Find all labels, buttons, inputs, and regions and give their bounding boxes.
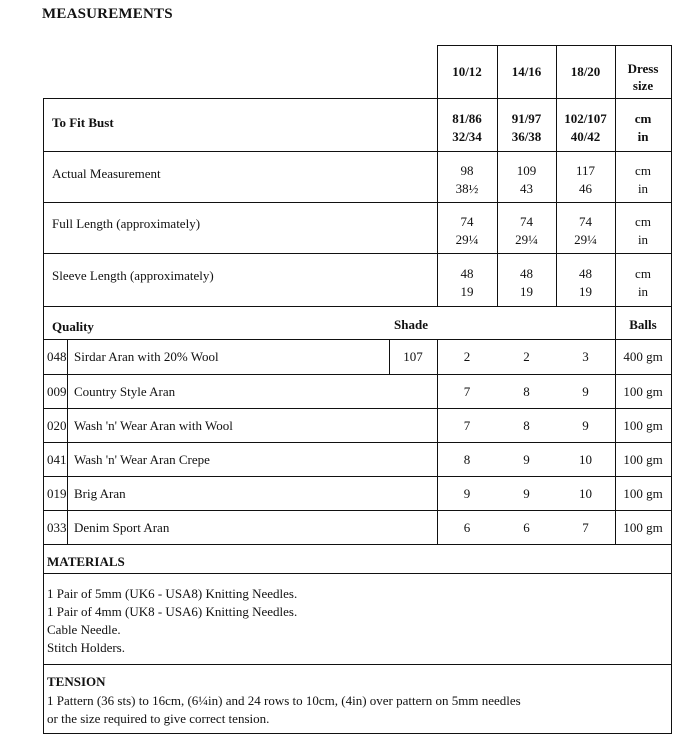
yarn-balls: 9 [463, 486, 471, 501]
rule [671, 45, 672, 734]
unit-label: in [637, 129, 649, 144]
shade-header: Shade [394, 317, 428, 332]
yarn-balls: 10 [579, 486, 592, 501]
measurement-value: 91/97 [511, 111, 542, 126]
measurement-value: 19 [460, 284, 474, 299]
yarn-balls: 9 [582, 384, 589, 399]
yarn-balls: 9 [582, 418, 589, 433]
yarn-unit: 100 gm [623, 520, 663, 535]
yarn-balls: 7 [463, 418, 471, 433]
measurement-value: 29¼ [574, 232, 597, 247]
yarn-unit: 100 gm [623, 452, 663, 467]
measurement-value: 74 [460, 214, 474, 229]
yarn-balls: 8 [523, 384, 530, 399]
measurement-value: 81/86 [452, 111, 482, 126]
yarn-balls: 2 [523, 349, 530, 364]
quality-header: Quality [52, 319, 94, 334]
yarn-balls: 9 [523, 486, 530, 501]
rule [43, 253, 672, 254]
rule [43, 476, 672, 477]
yarn-code: 033 [47, 520, 67, 535]
measurement-value: 29¼ [515, 232, 538, 247]
measurement-value: 98 [460, 163, 474, 178]
rule [43, 98, 672, 99]
unit-label: cm [634, 111, 652, 126]
measurement-value: 29¼ [455, 232, 479, 247]
yarn-code: 048 [47, 349, 67, 364]
rule [67, 339, 68, 544]
measurement-value: 46 [579, 181, 592, 196]
yarn-balls: 7 [463, 384, 471, 399]
materials-line: Cable Needle. [47, 622, 121, 637]
measurement-value: 43 [520, 181, 533, 196]
page-title: MEASUREMENTS [42, 6, 173, 22]
measurement-value: 19 [579, 284, 592, 299]
rule [43, 664, 672, 665]
yarn-unit: 400 gm [623, 349, 663, 364]
unit-label: cm [635, 214, 651, 229]
yarn-unit: 100 gm [623, 418, 663, 433]
yarn-balls: 7 [582, 520, 589, 535]
yarn-balls: 8 [463, 452, 471, 467]
measurement-value: 74 [520, 214, 533, 229]
measurement-label: Full Length (approximately) [52, 216, 201, 231]
measurement-value: 32/34 [452, 129, 482, 144]
rule [43, 442, 672, 443]
measurement-value: 48 [460, 266, 474, 281]
size-header: 10/12 [452, 64, 482, 79]
unit-label: cm [635, 163, 651, 178]
measurement-label: Sleeve Length (approximately) [52, 268, 214, 283]
yarn-name: Sirdar Aran with 20% Wool [74, 349, 219, 364]
measurement-value: 109 [516, 163, 537, 178]
rule [43, 339, 672, 340]
yarn-code: 019 [47, 486, 67, 501]
rule [43, 306, 672, 307]
dress-size-header: size [632, 78, 654, 93]
materials-heading: MATERIALS [47, 554, 125, 569]
measurement-value: 117 [575, 163, 596, 178]
rule [43, 408, 672, 409]
yarn-code: 041 [47, 452, 67, 467]
measurement-value: 40/42 [570, 129, 601, 144]
tension-line: or the size required to give correct tension. [47, 711, 270, 726]
yarn-name: Wash 'n' Wear Aran Crepe [74, 452, 210, 467]
yarn-name: Wash 'n' Wear Aran with Wool [74, 418, 233, 433]
rule [437, 45, 672, 46]
rule [437, 339, 438, 544]
size-header: 18/20 [570, 64, 601, 79]
yarn-name: Denim Sport Aran [74, 520, 170, 535]
measurement-value: 38½ [455, 181, 479, 196]
rule [43, 202, 672, 203]
yarn-name: Country Style Aran [74, 384, 176, 399]
measurement-label: To Fit Bust [52, 115, 114, 130]
materials-line: 1 Pair of 5mm (UK6 - USA8) Knitting Needles. [47, 586, 298, 601]
rule [43, 510, 672, 511]
materials-line: Stitch Holders. [47, 640, 125, 655]
rule [43, 151, 672, 152]
rule [43, 544, 672, 545]
yarn-balls: 9 [523, 452, 530, 467]
tension-heading: TENSION [47, 674, 106, 689]
unit-label: in [637, 284, 649, 299]
dress-size-header: Dress [627, 61, 659, 76]
measurement-value: 102/107 [564, 111, 607, 126]
rule [43, 733, 672, 734]
yarn-balls: 6 [463, 520, 471, 535]
measurement-value: 48 [579, 266, 592, 281]
size-header: 14/16 [511, 64, 542, 79]
measurement-value: 36/38 [511, 129, 542, 144]
yarn-balls: 3 [582, 349, 589, 364]
yarn-balls: 6 [523, 520, 530, 535]
materials-line: 1 Pair of 4mm (UK8 - USA6) Knitting Needles. [47, 604, 298, 619]
yarn-unit: 100 gm [623, 486, 663, 501]
unit-label: in [637, 181, 649, 196]
yarn-balls: 2 [463, 349, 471, 364]
yarn-name: Brig Aran [74, 486, 126, 501]
measurement-value: 19 [520, 284, 533, 299]
yarn-shade: 107 [403, 349, 423, 364]
rule [43, 573, 672, 574]
yarn-code: 020 [47, 418, 67, 433]
measurement-value: 48 [520, 266, 533, 281]
yarn-unit: 100 gm [623, 384, 663, 399]
unit-label: in [637, 232, 649, 247]
yarn-balls: 10 [579, 452, 592, 467]
yarn-code: 009 [47, 384, 67, 399]
rule [43, 374, 672, 375]
rule [43, 98, 44, 734]
tension-line: 1 Pattern (36 sts) to 16cm, (6¼in) and 24 rows to 10cm, (4in) over pattern on 5mm needles [47, 693, 521, 708]
unit-label: cm [635, 266, 651, 281]
yarn-balls: 8 [523, 418, 530, 433]
measurement-value: 74 [579, 214, 592, 229]
balls-header: Balls [629, 317, 657, 332]
measurement-label: Actual Measurement [52, 166, 161, 181]
